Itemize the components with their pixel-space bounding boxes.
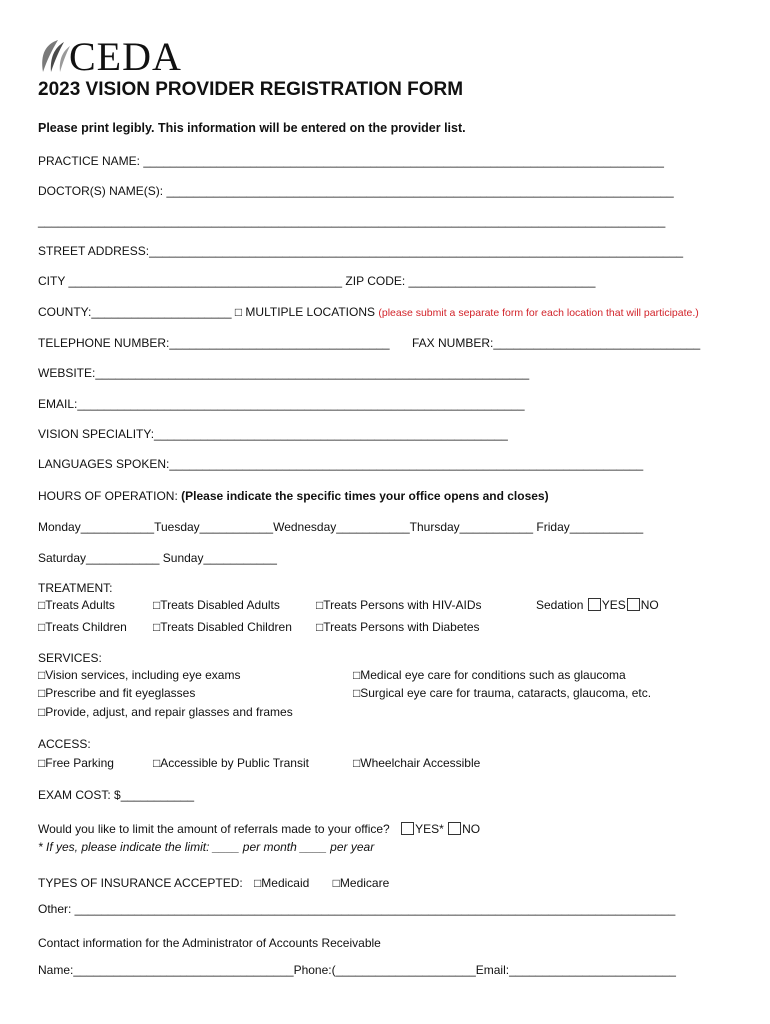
practice-name-field[interactable]: PRACTICE NAME: ______________________________________________________________________________: [38, 154, 664, 168]
prescribe-eyeglasses-option[interactable]: □Prescribe and fit eyeglasses: [38, 686, 196, 700]
public-transit-option[interactable]: □Accessible by Public Transit: [153, 756, 309, 770]
doctors-name-continuation[interactable]: ______________________________________________________________________________________________: [38, 214, 666, 228]
sedation-yes-label: YES: [601, 598, 626, 612]
checkbox-icon: □: [38, 668, 46, 682]
treats-hiv-option[interactable]: □Treats Persons with HIV-AIDs: [316, 598, 482, 612]
checkbox-icon: □: [353, 756, 361, 770]
medicaid-option[interactable]: □Medicaid: [254, 876, 310, 890]
website-field[interactable]: WEBSITE:_________________________________________________________________: [38, 366, 530, 380]
referrals-yes-label: YES*: [415, 822, 444, 836]
treats-diabetes-option[interactable]: □Treats Persons with Diabetes: [316, 620, 480, 634]
wheelchair-accessible-option[interactable]: □Wheelchair Accessible: [353, 756, 481, 770]
treats-disabled-children-option[interactable]: □Treats Disabled Children: [153, 620, 292, 634]
hours-note: (Please indicate the specific times your office opens and closes): [181, 489, 549, 503]
fax-field[interactable]: FAX NUMBER:_______________________________: [412, 336, 701, 350]
sedation-options: [536, 598, 659, 612]
checkbox-icon: □: [153, 620, 161, 634]
checkbox-icon: □: [254, 876, 262, 890]
languages-spoken-field[interactable]: LANGUAGES SPOKEN:_______________________________________________________________________: [38, 457, 644, 471]
referrals-question: Would you like to limit the amount of referrals made to your office?: [38, 822, 390, 836]
checkbox-icon: □: [153, 598, 161, 612]
hours-weekend-row[interactable]: Saturday___________ Sunday___________: [38, 551, 277, 565]
medicare-option[interactable]: □Medicare: [332, 876, 390, 890]
free-parking-option[interactable]: □Free Parking: [38, 756, 114, 770]
vision-services-option[interactable]: □Vision services, including eye exams: [38, 668, 241, 682]
form-title: 2023 VISION PROVIDER REGISTRATION FORM: [38, 79, 464, 100]
checkbox-icon: □: [332, 876, 340, 890]
insurance-row: [38, 876, 389, 890]
medical-eye-care-option[interactable]: □Medical eye care for conditions such as glaucoma: [353, 668, 626, 682]
checkbox-icon: □: [153, 756, 161, 770]
county-row: [38, 305, 699, 319]
services-label: SERVICES:: [38, 651, 102, 665]
city-zip-field[interactable]: CITY _________________________________________ ZIP CODE: ____________________________: [38, 274, 596, 288]
treatment-label: TREATMENT:: [38, 581, 113, 595]
checkbox-icon: □: [316, 620, 324, 634]
checkbox-icon: □: [38, 705, 46, 719]
multiple-locations-note: (please submit a separate form for each location that will participate.): [378, 307, 699, 319]
contact-fields[interactable]: Name:_________________________________Phone:(_____________________Email:_________________________: [38, 963, 676, 977]
checkbox-icon: □: [38, 620, 46, 634]
logo-text: CEDA: [69, 34, 182, 79]
treats-adults-option[interactable]: □Treats Adults: [38, 598, 115, 612]
referrals-no-checkbox[interactable]: [448, 822, 461, 835]
referrals-yes-checkbox[interactable]: [401, 822, 414, 835]
ceda-logo: [38, 34, 182, 79]
hours-label: HOURS OF OPERATION:: [38, 489, 178, 503]
insurance-label: TYPES OF INSURANCE ACCEPTED:: [38, 876, 243, 890]
sedation-yes-checkbox[interactable]: [588, 598, 601, 611]
surgical-eye-care-option[interactable]: □Surgical eye care for trauma, cataracts, glaucoma, etc.: [353, 686, 652, 700]
form-instruction: Please print legibly. This information will be entered on the provider list.: [38, 121, 466, 135]
checkbox-icon: □: [38, 598, 46, 612]
vision-speciality-field[interactable]: VISION SPECIALITY:_____________________________________________________: [38, 427, 508, 441]
checkbox-icon: □: [353, 668, 361, 682]
street-address-field[interactable]: STREET ADDRESS:________________________________________________________________________________: [38, 244, 684, 258]
hours-weekday-row[interactable]: Monday___________Tuesday___________Wednesday___________Thursday___________ Friday___________: [38, 520, 644, 534]
treats-children-option[interactable]: □Treats Children: [38, 620, 127, 634]
sedation-no-checkbox[interactable]: [627, 598, 640, 611]
other-insurance-field[interactable]: Other: __________________________________________________________________________________________: [38, 902, 676, 916]
checkbox-icon: □: [316, 598, 324, 612]
checkbox-icon: □: [38, 686, 46, 700]
checkbox-icon: □: [38, 756, 46, 770]
access-label: ACCESS:: [38, 737, 91, 751]
sedation-no-label: NO: [640, 598, 659, 612]
referrals-row: [38, 822, 480, 836]
repair-glasses-option[interactable]: □Provide, adjust, and repair glasses and frames: [38, 705, 293, 719]
doctors-name-field[interactable]: DOCTOR(S) NAME(S): ____________________________________________________________________________: [38, 184, 674, 198]
telephone-field[interactable]: TELEPHONE NUMBER:_________________________________: [38, 336, 390, 350]
multiple-locations-checkbox[interactable]: □ MULTIPLE LOCATIONS: [234, 305, 376, 319]
contact-label: Contact information for the Administrator of Accounts Receivable: [38, 936, 381, 950]
exam-cost-field[interactable]: EXAM COST: $___________: [38, 788, 195, 802]
email-field[interactable]: EMAIL:___________________________________________________________________: [38, 397, 525, 411]
county-field[interactable]: COUNTY:_____________________: [38, 305, 232, 319]
treats-disabled-adults-option[interactable]: □Treats Disabled Adults: [153, 598, 280, 612]
hours-heading: [38, 489, 549, 503]
checkbox-icon: □: [353, 686, 361, 700]
referrals-no-label: NO: [462, 822, 481, 836]
referrals-limit-note[interactable]: * If yes, please indicate the limit: ____ per month ____ per year: [38, 840, 375, 854]
leaf-logo-icon: [38, 38, 72, 74]
sedation-label: Sedation: [536, 598, 584, 612]
